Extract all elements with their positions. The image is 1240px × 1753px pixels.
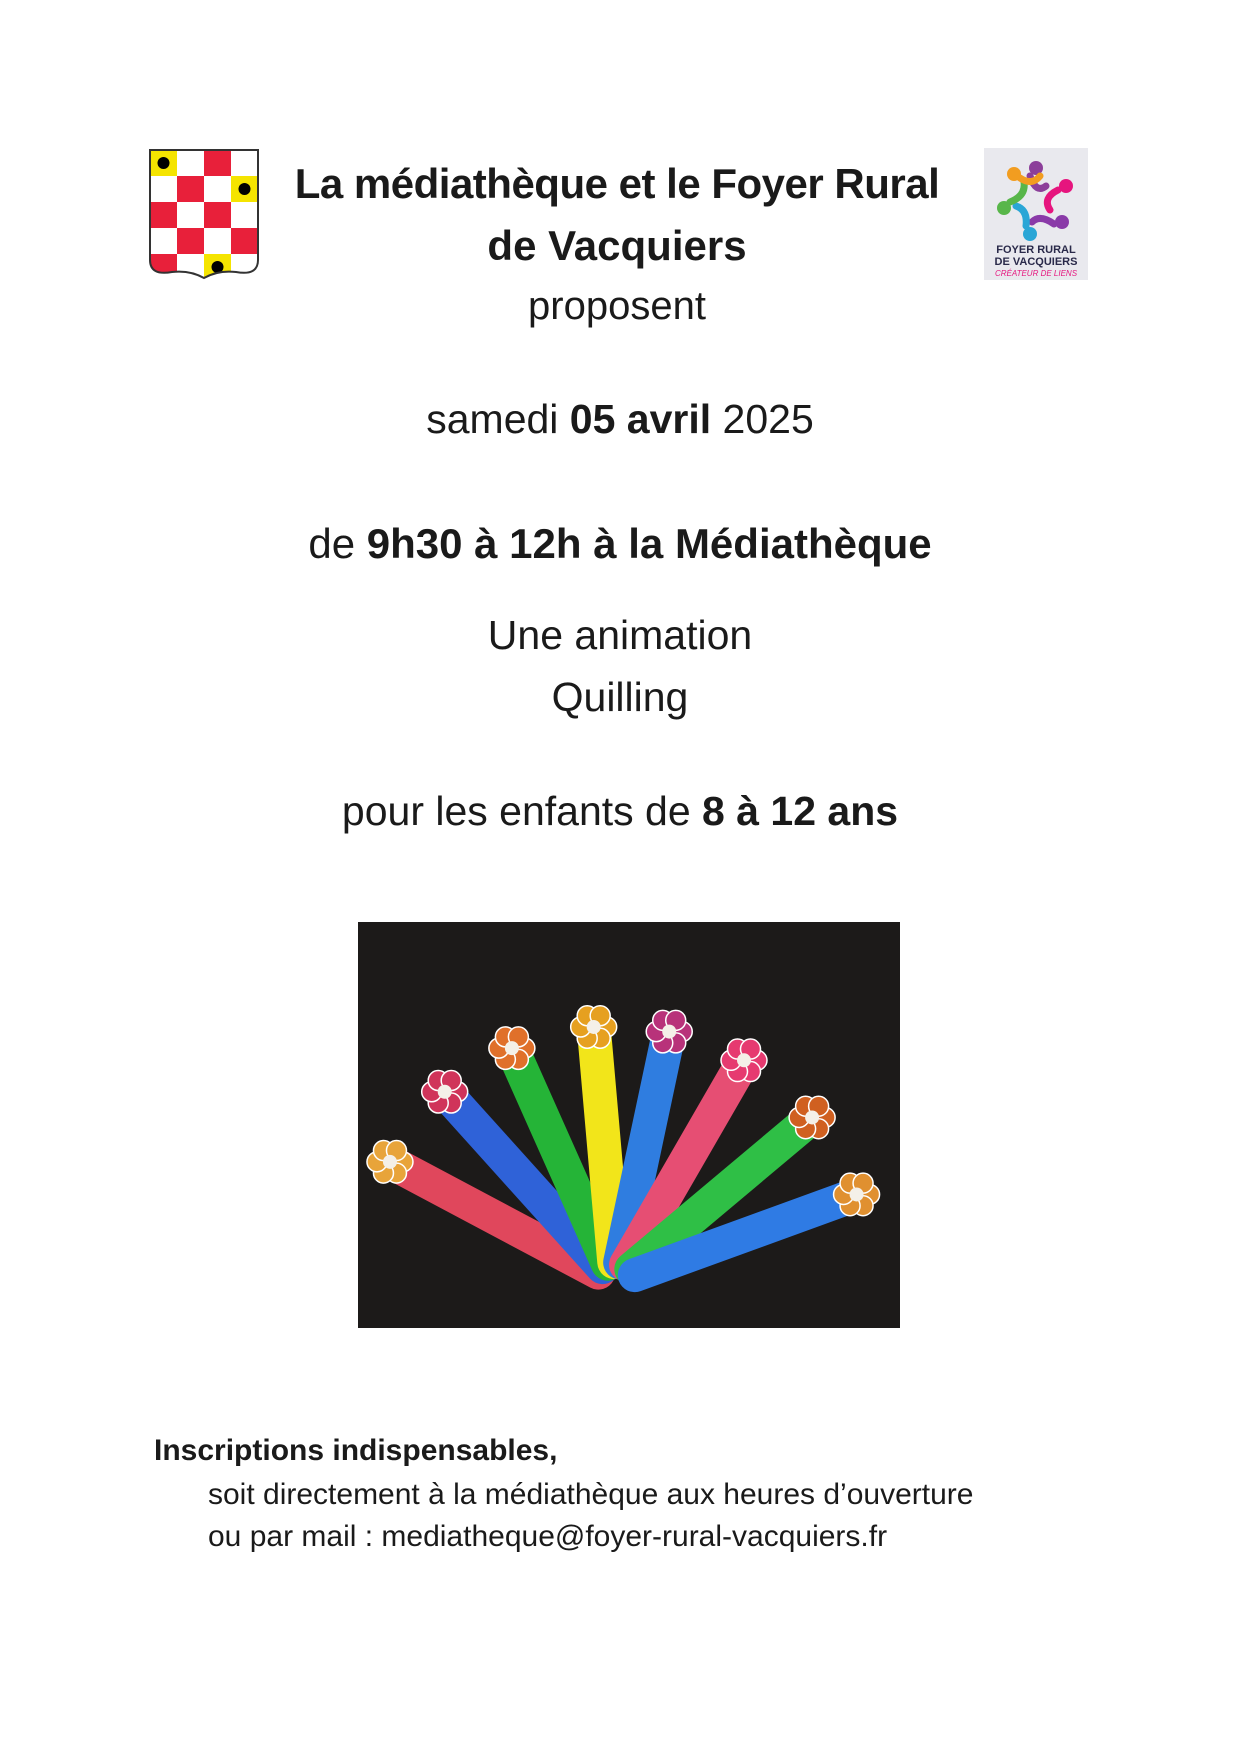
title-line-1: La médiathèque et le Foyer Rural [294,160,940,207]
event-date [0,396,1240,443]
event-time [0,520,1240,568]
time-bold: 9h30 à 12h à la Médiathèque [366,520,932,567]
registration-title: Inscriptions indispensables, [154,1434,558,1467]
quilling-photo-icon [358,922,900,1328]
registration-line-1: soit directement à la médiathèque aux heures d’ouverture [208,1478,974,1511]
date-suffix: 2025 [711,396,814,442]
animation-line-2: Quilling [551,674,689,720]
animation-line-1: Une animation [487,612,753,658]
age-prefix: pour les enfants de [341,788,703,834]
date-prefix: samedi [426,396,570,442]
logo-text-line1: FOYER RURAL [996,244,1076,256]
time-prefix: de [308,520,367,567]
title-line-2: de Vacquiers [487,222,747,269]
coat-of-arms-icon [148,148,260,280]
date-bold: 05 avril [569,396,712,442]
age-bold: 8 à 12 ans [702,788,899,834]
registration-line-2: ou par mail : mediatheque@foyer-rural-vacquiers.fr [208,1520,888,1553]
foyer-rural-logo-icon [984,148,1088,280]
event-age [0,788,1240,835]
logo-tagline: CRÉATEUR DE LIENS [994,269,1078,278]
logo-text-line2: DE VACQUIERS [994,256,1078,268]
subtitle: proposent [528,284,706,328]
